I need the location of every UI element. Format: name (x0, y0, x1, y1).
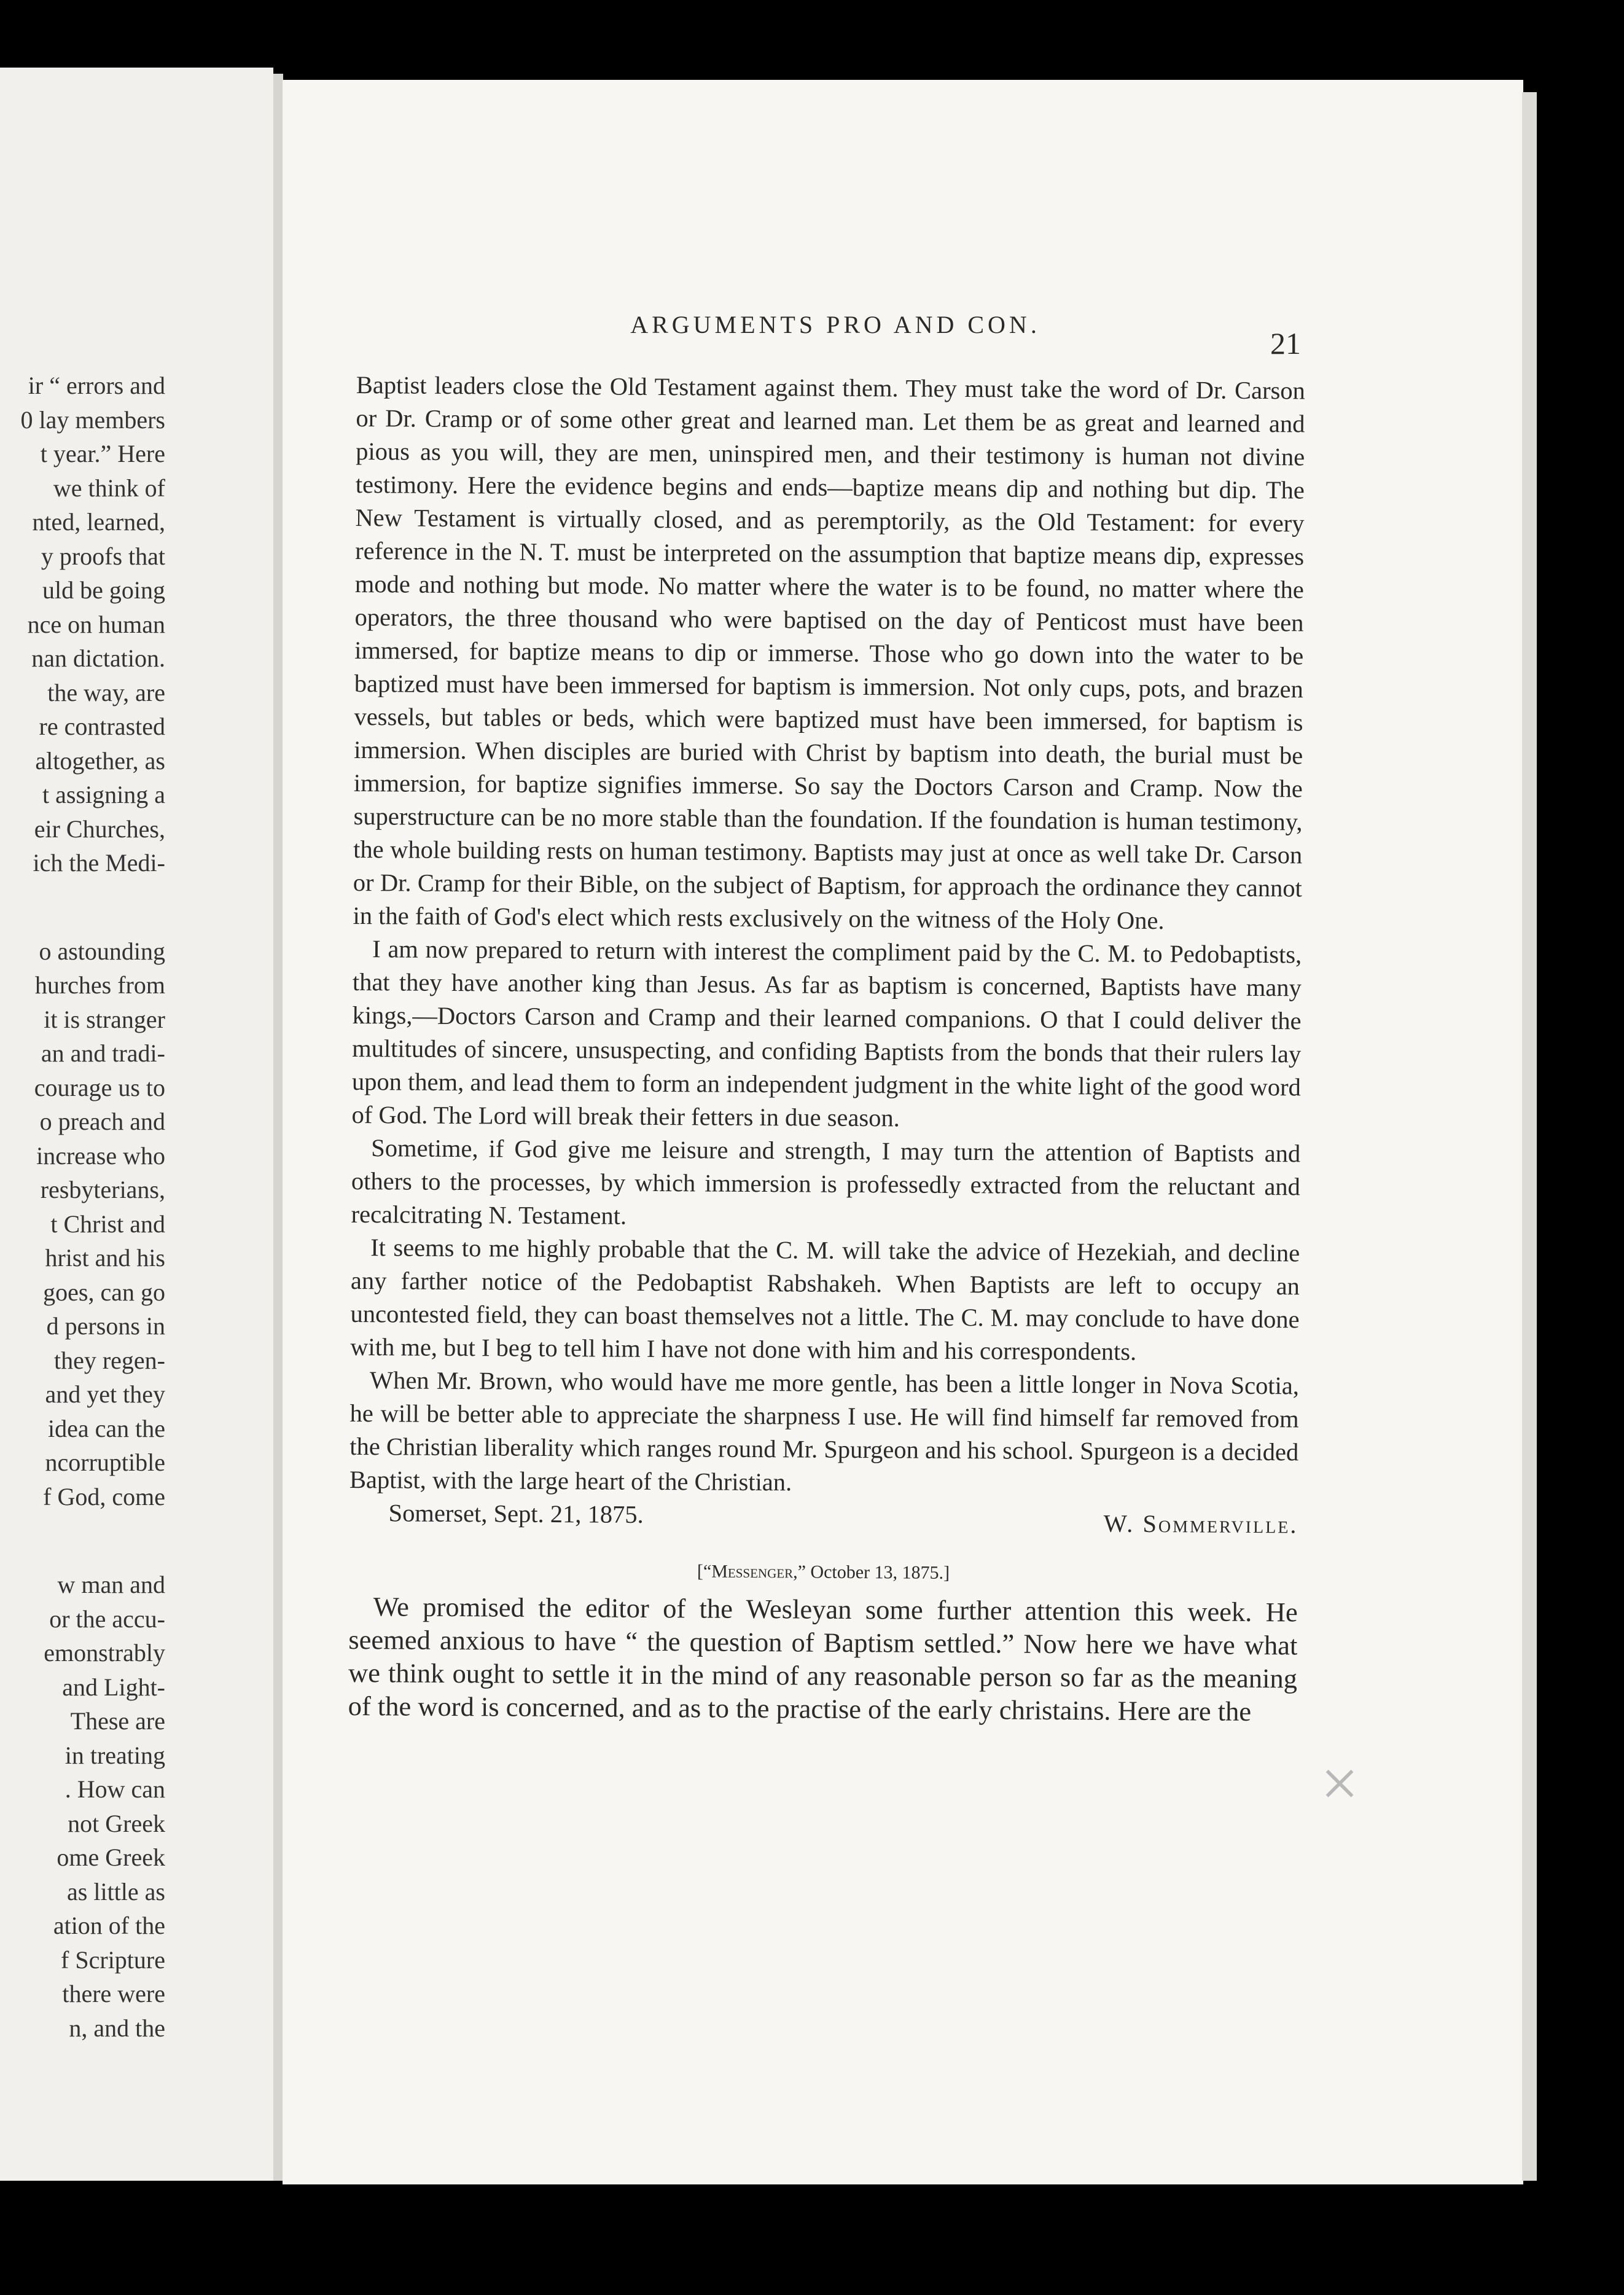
pencil-mark: × (1321, 1746, 1359, 1821)
paragraph-1: Baptist leaders close the Old Testament against them. They must take the word of Dr. Carson or Dr. Cramp or of some other great and learned man. Let them be as great and learned and pious as you will, they are men, uninspired men, and their testimony is human not divine testimony. Here the evidence begins and ends—baptize means dip and nothing but dip. The New Testament is virtually closed, and as peremptorily, as the Old Testament: for every reference in the N. T. must be interpreted on the assumption that baptize means dip, expresses mode and nothing but mode. No matter where the water is to be found, no matter where the operators, the three thousand who were baptised on the day of Penticost must have been immersed, for baptize means to dip or immerse. Those who go down into the water to be baptized must have been immersed for baptism is immersion. Not only cups, pots, and brazen vessels, but tables or beds, which were baptized must have been immersed, for baptism is immersion. When disciples are buried with Christ by baptism into death, the burial must be immersion, for baptize signifies immerse. So say the Doctors Carson and Cramp. Now the superstructure can be no more stable than the foundation. If the foundation is human testimony, the whole building rests on human testimony. Baptists may just at once as well take Dr. Carson or Dr. Cramp for their Bible, on the subject of Baptism, for approach the ordinance they cannot in the faith of God's elect which rests exclusively on the witness of the Holy One. (353, 370, 1305, 935)
previous-page-line: hrist and his (45, 1244, 165, 1272)
previous-page-line: ncorruptible (45, 1449, 165, 1476)
previous-page-line: t assigning a (42, 781, 165, 808)
previous-page-line: not Greek (68, 1809, 165, 1837)
previous-page-line: nted, learned, (32, 508, 165, 536)
previous-page-line: in treating (64, 1741, 165, 1769)
previous-page-line: These are (70, 1707, 165, 1735)
previous-page-line: nan dictation. (31, 644, 165, 672)
previous-page-line: y proofs that (41, 542, 165, 570)
page-edge (1522, 92, 1537, 2181)
previous-page-line: goes, can go (43, 1278, 165, 1306)
previous-page-line: and yet they (45, 1380, 165, 1408)
previous-page-line: or the accu- (49, 1605, 165, 1633)
previous-page-line: 0 lay members (20, 405, 165, 434)
previous-page-line: f Scripture (61, 1945, 165, 1974)
dateline: Somerset, Sept. 21, 1875. (388, 1499, 644, 1528)
previous-page-line: uld be going (42, 576, 165, 604)
source-note-date: ” October 13, 1875.] (797, 1562, 950, 1583)
previous-page-line: they regen- (53, 1346, 165, 1374)
previous-page-line: f God, come (43, 1482, 165, 1511)
paragraph-5: When Mr. Brown, who would have me more gentle, has been a little longer in Nova Scotia, he will be better able to appreciate the sharpness I use. He will find himself far removed from the Christian liberality which ranges round Mr. Spurgeon and his school. Spurgeon is a decided Baptist, with the large heart of the Christian. (349, 1366, 1300, 1496)
page-number: 21 (1270, 326, 1301, 361)
signature: W. Sommerville. (1103, 1509, 1298, 1539)
source-note-open: [“ (697, 1561, 712, 1582)
page-body (348, 369, 1305, 1728)
previous-page-line: the way, are (47, 678, 165, 706)
previous-page-line: n, and the (69, 2014, 165, 2042)
previous-page-line: idea can the (48, 1414, 165, 1442)
previous-page-line: as little as (67, 1877, 165, 1906)
previous-page-line: hurches from (34, 971, 165, 999)
source-note-name: Messenger, (711, 1561, 798, 1582)
paragraph-3: Sometime, if God give me leisure and strength, I may turn the attention of Baptists and others to the processes, by which immersion is professedly extracted from the reluctant and recalcitrating N. Testament. (351, 1134, 1301, 1230)
previous-page-line: increase who (36, 1141, 165, 1170)
previous-page-line: it is stranger (44, 1005, 165, 1033)
previous-page-text (0, 369, 273, 2045)
previous-page (0, 68, 273, 2181)
previous-page-line: courage us to (34, 1073, 165, 1101)
paragraph-4: It seems to me highly probable that the C. M. will take the advice of Hezekiah, and decline any farther notice of the Pedobaptist Rabshakeh. When Baptists are left to occupy an uncontested field, they can boast themselves not a little. The C. M. may conclude to have done with me, but I beg to tell him I have not done with him and his correspondents. (350, 1234, 1300, 1366)
previous-page-line: resbyterians, (40, 1176, 165, 1203)
previous-page-line: ir “ errors and (28, 372, 165, 399)
previous-page-line (0, 880, 273, 934)
previous-page-line: o preach and (39, 1108, 165, 1135)
previous-page-line: re contrasted (39, 713, 165, 740)
previous-page-line: an and tradi- (41, 1039, 165, 1067)
previous-page-line: there were (62, 1980, 165, 2008)
previous-page-line: emonstrably (44, 1639, 165, 1667)
previous-page-line: and Light- (62, 1673, 165, 1701)
source-note (349, 1553, 1298, 1592)
previous-page-line: eir Churches, (34, 815, 165, 843)
previous-page-line: ome Greek (57, 1843, 165, 1871)
previous-page-line: t year.” Here (40, 440, 165, 467)
previous-page-line: o astounding (39, 937, 165, 965)
previous-page-line: d persons in (46, 1312, 165, 1340)
previous-page-line: we think of (53, 474, 165, 502)
previous-page-line: nce on human (27, 610, 165, 638)
signoff (349, 1496, 1298, 1541)
previous-page-line: . How can (64, 1775, 165, 1803)
previous-page-line: altogether, as (35, 746, 165, 775)
previous-page-line (0, 1514, 273, 1568)
previous-page-line: ich the Medi- (33, 849, 165, 877)
closing-paragraph: We promised the editor of the Wesleyan some further attention this week. He seemed anxious to have “ the question of Baptism settled.” Now here we have what we think ought to settle it in the mind of any reasonable person so far as the meaning of the word is concerned, and as to the practise of the early christains. Here are the (348, 1591, 1298, 1727)
paragraph-2: I am now prepared to return with interest the compliment paid by the C. M. to Pedobaptists, that they have another king than Jesus. As far as baptism is concerned, Baptists have many kings,—Doctors Carson and Cramp and their learned companions. O that I could deliver the multitudes of sincere, unsuspecting, and confiding Baptists from the bonds that their rulers lay upon them, and lead them to form an independent judgment in the white light of the good word of God. The Lord will break their fetters in due season. (351, 935, 1302, 1132)
running-head: ARGUMENTS PRO AND CON. (630, 311, 1040, 338)
previous-page-line: w man and (57, 1571, 165, 1598)
previous-page-line: t Christ and (50, 1210, 165, 1238)
previous-page-line: ation of the (53, 1912, 165, 1939)
page-gutter (273, 74, 283, 2181)
